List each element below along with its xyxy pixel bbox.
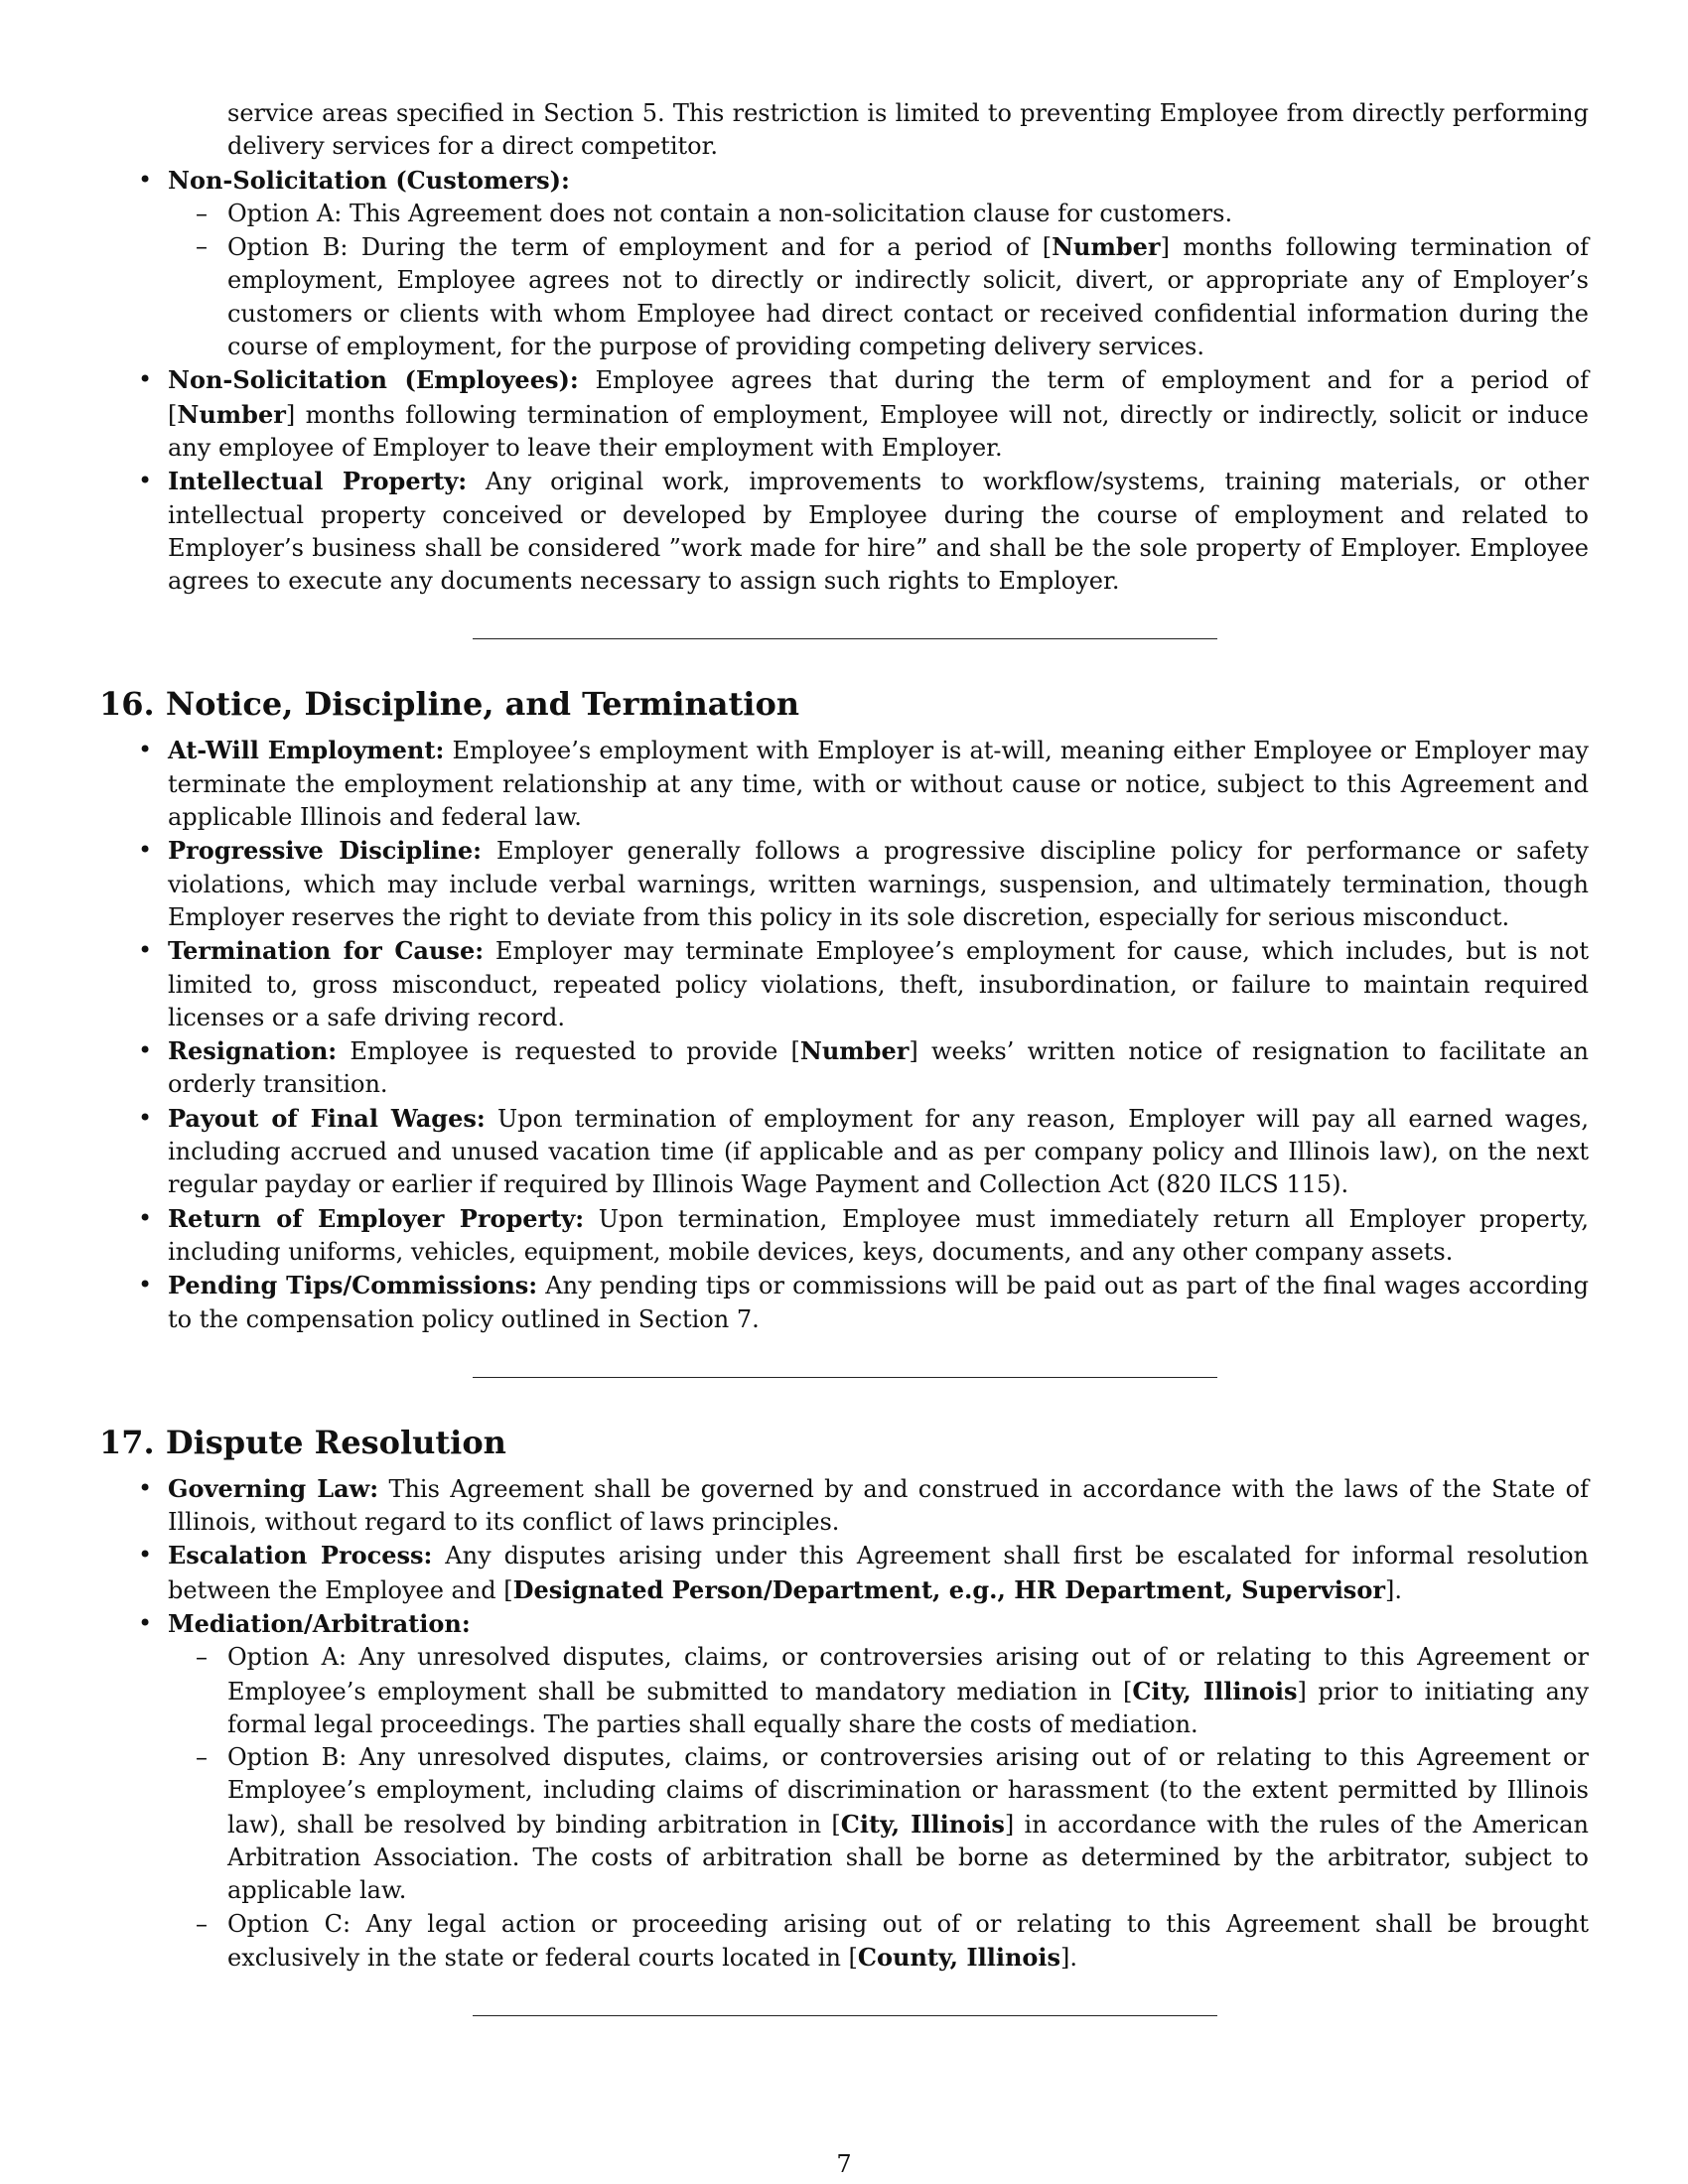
option-c: [168, 1908, 1589, 1976]
item-label: Payout of Final Wages:: [168, 1103, 486, 1133]
item-label: Intellectual Property:: [168, 467, 468, 496]
page-number: 7: [836, 2150, 852, 2178]
list-item-final-wages: [99, 1102, 1589, 1202]
option-a: [168, 1641, 1589, 1741]
list-item-non-solicitation-customers: [99, 164, 1589, 364]
list-item-intellectual-property: [99, 465, 1589, 598]
item-label: Non-Solicitation (Customers):: [168, 165, 570, 195]
section17-list: [99, 1472, 1589, 1975]
item-text: Employer may terminate Employee’s employment for cause, which includes, but is not limited to, gross misconduct, repeated policy violations, theft, insubordination, or failure to maintain required licenses or a safe driving record.: [168, 937, 1590, 1031]
item-label: Pending Tips/Commissions:: [168, 1271, 538, 1300]
option-a: – Option A: This Agreement does not contain a non-solicitation clause for customers.: [168, 198, 1589, 230]
item-text: Any original work, improvements to workflow/systems, training materials, or other intellectual property conceived or developed by Employee during the course of employment and related to Employer’s business shall be considered ”work made for hire” and shall be the sole property of Employer. Employee agrees to execute any documents necessary to assign such rights to Employer.: [168, 468, 1589, 596]
placeholder-city: City, Illinois: [840, 1809, 1005, 1839]
section-divider: [473, 638, 1217, 639]
option-text-end: ].: [1060, 1943, 1078, 1972]
item-text: Employee is requested to provide [: [337, 1037, 800, 1066]
item-text-end: ] months following termination of employment, Employee will not, directly or indirectly, solicit or induce any employee of Employer to leave their employment with Employer.: [168, 400, 1589, 462]
section15-list: [99, 164, 1589, 599]
item-text: Employer generally follows a progressive discipline policy for performance or safety violations, which may include verbal warnings, written warnings, suspension, and ultimately termination, though Employer reserves the right to deviate from this policy in its sole discretion, especially for serious misconduct.: [168, 837, 1589, 931]
item-text: Employee agrees that during the term of employment and for a period of [: [168, 366, 1589, 429]
item-label: Non-Solicitation (Employees):: [168, 365, 579, 395]
placeholder-county: County, Illinois: [857, 1942, 1061, 1972]
list-item-at-will: [99, 734, 1589, 834]
item-text-end: ] weeks’ written notice of resignation to facilitate an orderly transition.: [168, 1037, 1590, 1099]
list-item-governing-law: [99, 1472, 1589, 1540]
option-text: Option A: Any unresolved disputes, claims, or controversies arising out of or relating to this Agreement or Employee’s employment shall be submitted to mandatory mediation in [: [227, 1643, 1589, 1706]
list-item-progressive-discipline: [99, 834, 1589, 934]
option-text: Option B: During the term of employment and for a period of [: [227, 233, 1053, 262]
item-text: This Agreement shall be governed by and construed in accordance with the laws of the State of Illinois, without regard to its conflict of laws principles.: [168, 1474, 1589, 1537]
list-item-resignation: [99, 1034, 1589, 1102]
list-item-non-solicitation-employees: [99, 363, 1589, 465]
placeholder-number: Number: [1052, 232, 1161, 262]
section-heading-16: 16. Notice, Discipline, and Termination: [99, 685, 800, 724]
item-text-end: ].: [1384, 1575, 1402, 1604]
item-text: Any pending tips or commissions will be paid out as part of the final wages according to the compensation policy outlined in Section 7.: [168, 1272, 1590, 1333]
item-label: Mediation/Arbitration:: [168, 1608, 471, 1638]
section-divider: [473, 1377, 1217, 1378]
list-item-termination-for-cause: [99, 934, 1589, 1034]
placeholder-number: Number: [177, 399, 286, 429]
section16-list: [99, 734, 1589, 1335]
item-label: Termination for Cause:: [168, 936, 485, 966]
page-content: [99, 97, 1589, 2016]
item-label: At-Will Employment:: [168, 736, 445, 765]
option-b: [168, 230, 1589, 363]
option-b: [168, 1741, 1589, 1907]
option-text-end: ] prior to initiating any formal legal proceedings. The parties shall equally share the costs of mediation.: [227, 1677, 1590, 1738]
mediation-options-list: [168, 1641, 1589, 1975]
carryover-paragraph: service areas specified in Section 5. This restriction is limited to preventing Employee from directly performing delivery services for a direct competitor.: [227, 99, 1589, 161]
section-divider: [473, 2015, 1217, 2016]
item-label: Resignation:: [168, 1036, 338, 1066]
placeholder-city: City, Illinois: [1132, 1676, 1298, 1706]
item-label: Progressive Discipline:: [168, 836, 483, 866]
option-text-end: ] months following termination of employment, Employee agrees not to directly or indirectly solicit, divert, or appropriate any of Employer’s customers or clients with whom Employee had direct contact or received confidential information during the course of employment, for the purpose of providing competing delivery services.: [227, 233, 1589, 361]
item-text: Any disputes arising under this Agreement shall first be escalated for informal resolution between the Employee and [: [168, 1542, 1589, 1604]
list-item-escalation: [99, 1539, 1589, 1607]
item-text: Upon termination of employment for any reason, Employer will pay all earned wages, including accrued and unused vacation time (if applicable and as per company policy and Illinois law), on the next regular payday or earlier if required by Illinois Wage Payment and Collection Act (820 ILCS 115).: [168, 1104, 1590, 1199]
list-item-return-property: [99, 1202, 1589, 1270]
item-label: Governing Law:: [168, 1473, 379, 1503]
option-text: Option B: Any unresolved disputes, claims, or controversies arising out of or relating to this Agreement or Employee’s employment, including claims of discrimination or harassment (to the extent permitted by Illinois law), shall be resolved by binding arbitration in [: [227, 1743, 1589, 1839]
customers-options-list: [168, 198, 1589, 363]
placeholder-number: Number: [799, 1036, 910, 1066]
item-text: Employee’s employment with Employer is at-will, meaning either Employee or Employer may terminate the employment relationship at any time, with or without cause or notice, subject to this Agreement and applicable Illinois and federal law.: [168, 737, 1589, 832]
option-text-end: ] in accordance with the rules of the American Arbitration Association. The costs of arbitration shall be borne as determined by the arbitrator, subject to applicable law.: [227, 1810, 1590, 1905]
list-item-mediation: [99, 1607, 1589, 1975]
item-text: Upon termination, Employee must immediately return all Employer property, including uniforms, vehicles, equipment, mobile devices, keys, documents, and any other company assets.: [168, 1204, 1589, 1266]
item-label: Escalation Process:: [168, 1541, 433, 1570]
item-label: Return of Employer Property:: [168, 1203, 585, 1233]
option-text: Option C: Any legal action or proceeding arising out of or relating to this Agreement shall be brought exclusively in the state or federal courts located in [: [227, 1909, 1589, 1972]
section-heading-17: 17. Dispute Resolution: [99, 1423, 506, 1461]
list-item-pending-tips: [99, 1269, 1589, 1336]
placeholder-designated-person: Designated Person/Department, e.g., HR Department, Supervisor: [512, 1574, 1385, 1604]
